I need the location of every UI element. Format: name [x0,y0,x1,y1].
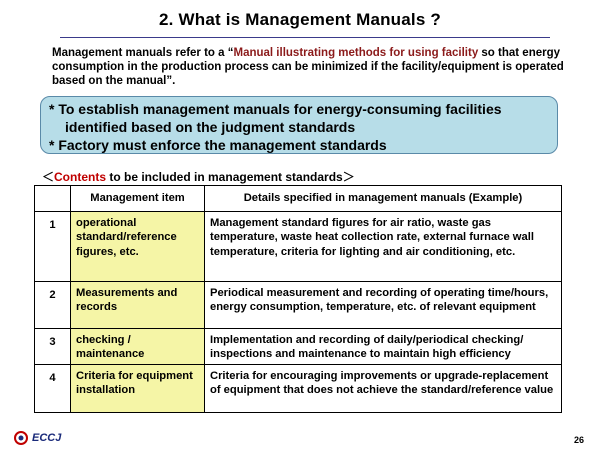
title-underline [60,37,550,38]
table-caption [42,168,355,185]
table-header-row [35,186,562,212]
intro-highlight: Manual illustrating methods for using facility [233,47,479,59]
callout-line-3: * Factory must enforce the management standards [49,137,387,153]
row-management-item: operational standard/reference figures, etc. [71,212,205,282]
row-management-item: Criteria for equipment installation [71,365,205,413]
key-points-callout [40,96,558,154]
row-management-item: checking / maintenance [71,329,205,365]
table-row [35,365,562,413]
header-management-item: Management item [71,186,205,212]
row-details: Periodical measurement and recording of operating time/hours, energy consumption, temperature, etc. of relevant equipment [205,282,562,329]
page-number: 26 [573,435,584,445]
row-details: Criteria for encouraging improvements or upgrade-replacement of equipment that does not achieve the standard/reference value [205,365,562,413]
caption-open-bracket: ＜ [42,170,55,184]
row-management-item: Measurements and records [71,282,205,329]
row-details: Management standard figures for air ratio, waste gas temperature, waste heat collection rate, external furnace wall temperature, criteria for lighting and air conditioning, etc. [205,212,562,282]
intro-text-before: Management manuals refer to a “ [52,47,234,59]
intro-paragraph [52,46,572,88]
eccj-emblem-icon [14,431,30,445]
slide-title: 2. What is Management Manuals ? [158,10,442,29]
row-number: 1 [35,212,71,282]
row-number: 3 [35,329,71,365]
header-number [35,186,71,212]
eccj-logo [14,431,61,445]
caption-rest: to be included in management standards＞ [106,170,355,184]
row-details: Implementation and recording of daily/periodical checking/ inspections and maintenance to maintain high efficiency [205,329,562,365]
row-number: 2 [35,282,71,329]
logo-text: ECCJ [32,432,62,444]
intro-text-after: so that energy consumption in the production process can be minimized if the facility/equipment is operated based on the manual”. [52,47,564,87]
table-row [35,282,562,329]
callout-line-2: identified based on the judgment standards [65,119,356,135]
header-details: Details specified in management manuals (Example) [205,186,562,212]
management-manuals-table [34,185,562,413]
row-number: 4 [35,365,71,413]
table-row [35,212,562,282]
callout-line-1: * To establish management manuals for energy-consuming facilities [49,101,502,117]
table-row [35,329,562,365]
caption-contents-word: Contents [54,170,107,184]
